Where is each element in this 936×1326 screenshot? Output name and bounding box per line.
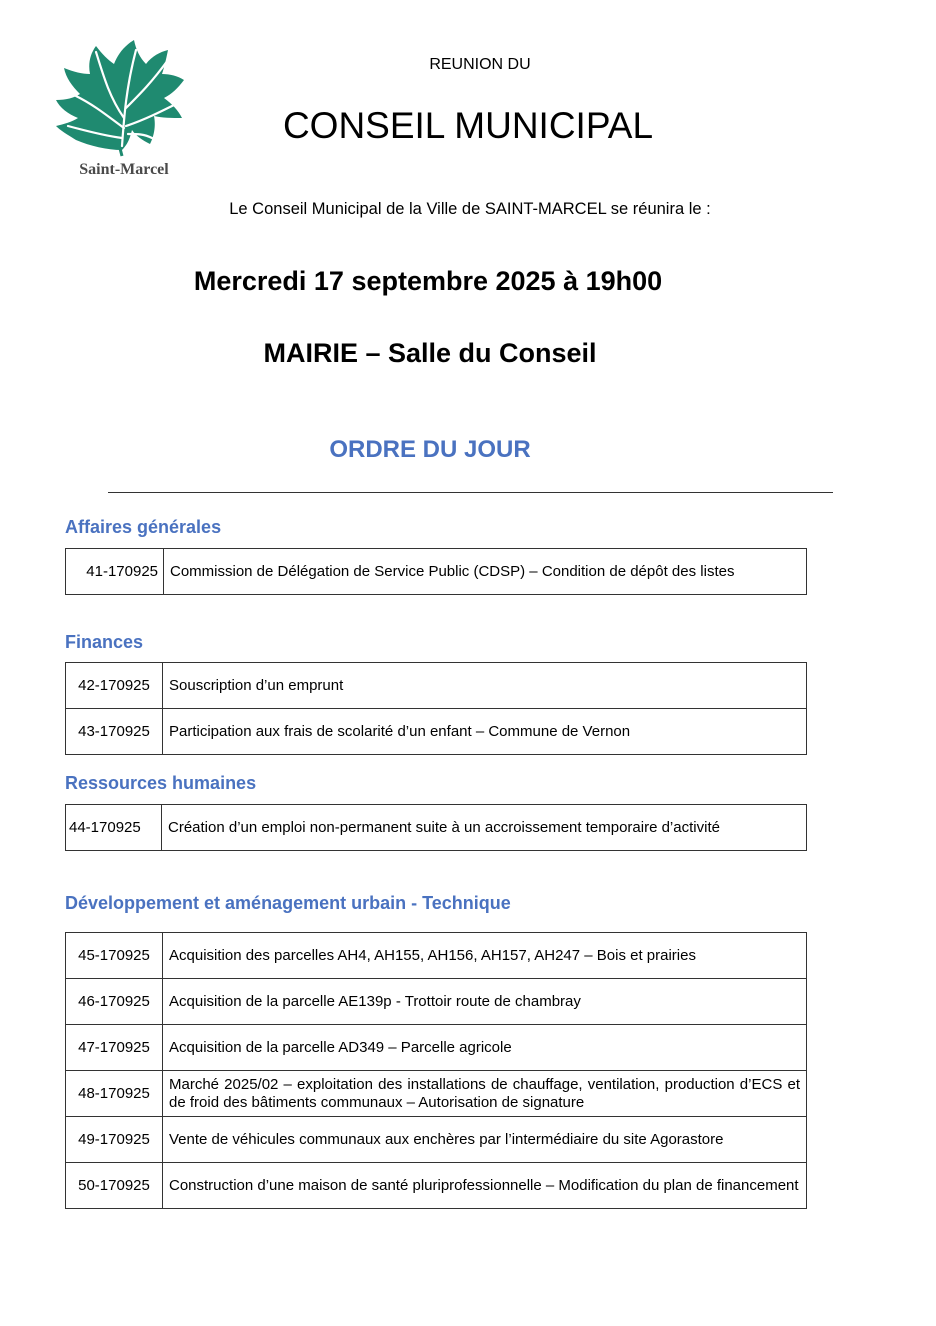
item-number: 50-170925: [66, 1163, 163, 1209]
logo-text: Saint-Marcel: [79, 161, 169, 178]
item-number: 42-170925: [66, 663, 163, 709]
item-text: Acquisition des parcelles AH4, AH155, AH156, AH157, AH247 – Bois et prairies: [163, 933, 807, 979]
agenda-heading: ORDRE DU JOUR: [329, 436, 531, 463]
table-row: [66, 805, 807, 851]
item-text: Participation aux frais de scolarité d’un enfant – Commune de Vernon: [163, 709, 807, 755]
table-row: [66, 1117, 807, 1163]
item-text: Vente de véhicules communaux aux enchères par l’intermédiaire du site Agorastore: [163, 1117, 807, 1163]
agenda-table: [65, 548, 807, 595]
item-number: 46-170925: [66, 979, 163, 1025]
item-text: Acquisition de la parcelle AD349 – Parcelle agricole: [163, 1025, 807, 1071]
item-text: Création d’un emploi non-permanent suite à un accroissement temporaire d’activité: [162, 805, 807, 851]
page-title: CONSEIL MUNICIPAL: [282, 105, 654, 146]
table-row: [66, 979, 807, 1025]
table-row: [66, 933, 807, 979]
table-row: [66, 549, 807, 595]
item-text: Souscription d’un emprunt: [163, 663, 807, 709]
item-number: 44-170925: [66, 805, 162, 851]
agenda-table: [65, 662, 807, 755]
agenda-table: [65, 804, 807, 851]
item-text: Commission de Délégation de Service Public (CDSP) – Condition de dépôt des listes: [164, 549, 807, 595]
table-row: [66, 1025, 807, 1071]
item-number: 43-170925: [66, 709, 163, 755]
reunion-label: REUNION DU: [429, 56, 531, 73]
meeting-date: Mercredi 17 septembre 2025 à 19h00: [193, 266, 663, 296]
section-title: Affaires générales: [65, 517, 222, 537]
meeting-location: MAIRIE – Salle du Conseil: [263, 338, 597, 368]
agenda-table: [65, 932, 807, 1209]
table-row: [66, 709, 807, 755]
divider: [108, 492, 833, 493]
section-title: Ressources humaines: [65, 773, 257, 793]
table-row: [66, 1163, 807, 1209]
item-number: 49-170925: [66, 1117, 163, 1163]
intro-text: Le Conseil Municipal de la Ville de SAINT-MARCEL se réunira le :: [229, 200, 711, 218]
item-number: 41-170925: [66, 549, 164, 595]
item-text: Marché 2025/02 – exploitation des installations de chauffage, ventilation, production d’ECS et de froid des bâtiments communaux – Autorisation de signature: [163, 1071, 807, 1117]
table-row: [66, 663, 807, 709]
item-text: Construction d’une maison de santé pluriprofessionnelle – Modification du plan de financement: [163, 1163, 807, 1209]
table-row: [66, 1071, 807, 1117]
item-text: Acquisition de la parcelle AE139p - Trottoir route de chambray: [163, 979, 807, 1025]
section-title: Développement et aménagement urbain - Technique: [65, 893, 511, 913]
item-number: 45-170925: [66, 933, 163, 979]
item-number: 48-170925: [66, 1071, 163, 1117]
item-number: 47-170925: [66, 1025, 163, 1071]
section-title: Finances: [65, 632, 144, 652]
